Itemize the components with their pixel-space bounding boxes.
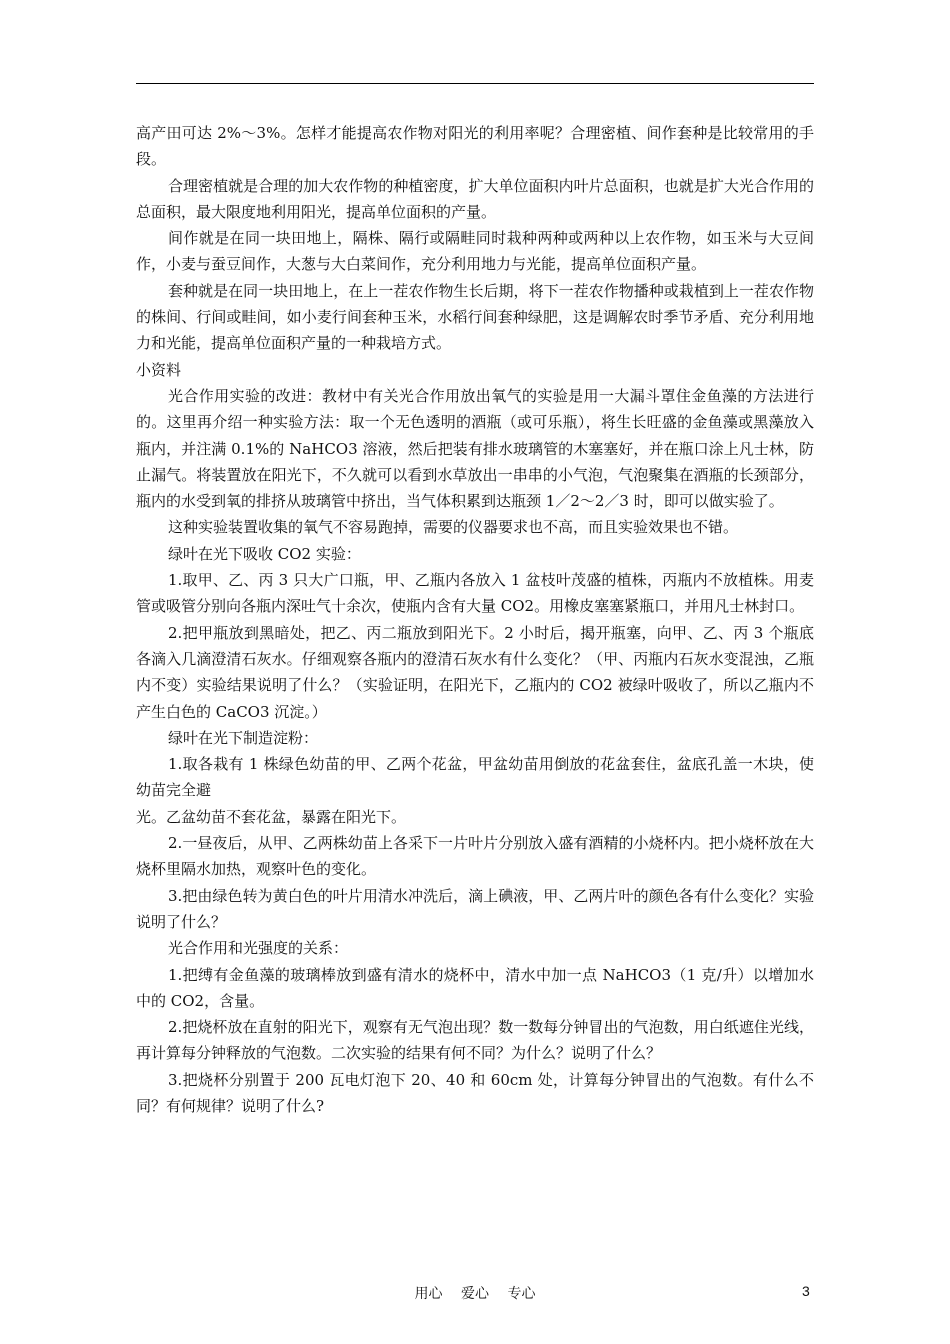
paragraph: 2.把烧杯放在直射的阳光下，观察有无气泡出现？数一数每分钟冒出的气泡数，用白纸遮住光线，再计算每分钟释放的气泡数。二次实验的结果有何不同？为什么？说明了什么？ [136,1018,814,1063]
paragraph: 绿叶在光下制造淀粉： [168,728,319,747]
paragraph: 高产田可达 2%～3%。怎样才能提高农作物对阳光的利用率呢？合理密植、间作套种是比较常用的手段。 [136,124,814,169]
paragraph: 绿叶在光下吸收 CO2 实验： [168,544,361,563]
footer-motto: 用心 爱心 专心 [414,1286,536,1302]
document-body [136,120,814,1119]
paragraph: 光合作用实验的改进：教材中有关光合作用放出氧气的实验是用一大漏斗罩住金鱼藻的方法进行的。这里再介绍一种实验方法：取一个无色透明的酒瓶（或可乐瓶），将生长旺盛的金鱼藻或黑藻放入瓶内，并注满 0.1%的 NaHCO3 溶液，然后把装有排水玻璃管的木塞塞好，并在瓶口涂上凡士林，防止漏气。将装置放在阳光下，不久就可以看到水草放出一串串的小气泡，气泡聚集在酒瓶的长颈部分，瓶内的水受到氧的排挤从玻璃管中挤出，当气体积累到达瓶颈 1／2～2／3 时，即可以做实验了。 [136,386,814,511]
paragraph: 1.取各栽有 1 株绿色幼苗的甲、乙两个花盆，甲盆幼苗用倒放的花盆套住，盆底孔盖一木块，使幼苗完全避 [136,755,814,800]
paragraph: 2.一昼夜后，从甲、乙两株幼苗上各采下一片叶片分别放入盛有酒精的小烧杯内。把小烧杯放在大烧杯里隔水加热，观察叶色的变化。 [136,834,814,879]
paragraph: 2.把甲瓶放到黑暗处，把乙、丙二瓶放到阳光下。2 小时后，揭开瓶塞，向甲、乙、丙 3 个瓶底各滴入几滴澄清石灰水。仔细观察各瓶内的澄清石灰水有什么变化？（甲、丙瓶内石灰水变混浊，乙瓶内不变）实验结果说明了什么？（实验证明，在阳光下，乙瓶内的 CO2 被绿叶吸收了，所以乙瓶内不产生白色的 CaCO3 沉淀。） [136,623,814,721]
paragraph: 这种实验装置收集的氧气不容易跑掉，需要的仪器要求也不高，而且实验效果也不错。 [168,518,739,537]
paragraph: 1.把缚有金鱼藻的玻璃棒放到盛有清水的烧杯中，清水中加一点 NaHCO3（1 克/升）以增加水中的 CO2，含量。 [136,965,814,1010]
paragraph: 光。乙盆幼苗不套花盆，暴露在阳光下。 [136,807,407,826]
paragraph: 光合作用和光强度的关系： [168,939,349,958]
paragraph: 1.取甲、乙、丙 3 只大广口瓶，甲、乙瓶内各放入 1 盆枝叶茂盛的植株，丙瓶内不放植株。用麦管或吸管分别向各瓶内深吐气十余次，使瓶内含有大量 CO2。用橡皮塞塞紧瓶口，并用凡士林封口。 [136,571,814,616]
paragraph: 小资料 [136,360,182,379]
paragraph: 套种就是在同一块田地上，在上一茬农作物生长后期，将下一茬农作物播种或栽植到上一茬农作物的株间、行间或畦间，如小麦行间套种玉米，水稻行间套种绿肥，这是调解农时季节矛盾、充分利用地力和光能，提高单位面积产量的一种栽培方式。 [136,281,814,353]
paragraph: 3.把烧杯分别置于 200 瓦电灯泡下 20、40 和 60cm 处，计算每分钟冒出的气泡数。有什么不同？有何规律？说明了什么? [136,1070,814,1115]
paragraph: 间作就是在同一块田地上，隔株、隔行或隔畦同时栽种两种或两种以上农作物，如玉米与大豆间作，小麦与蚕豆间作，大葱与大白菜间作，充分利用地力与光能，提高单位面积产量。 [136,229,814,274]
header-rule [136,83,814,84]
paragraph: 合理密植就是合理的加大农作物的种植密度，扩大单位面积内叶片总面积，也就是扩大光合作用的总面积，最大限度地利用阳光，提高单位面积的产量。 [136,176,814,221]
page-number: 3 [802,1283,810,1299]
paragraph: 3.把由绿色转为黄白色的叶片用清水冲洗后，滴上碘液，甲、乙两片叶的颜色各有什么变化？实验说明了什么？ [136,886,814,931]
